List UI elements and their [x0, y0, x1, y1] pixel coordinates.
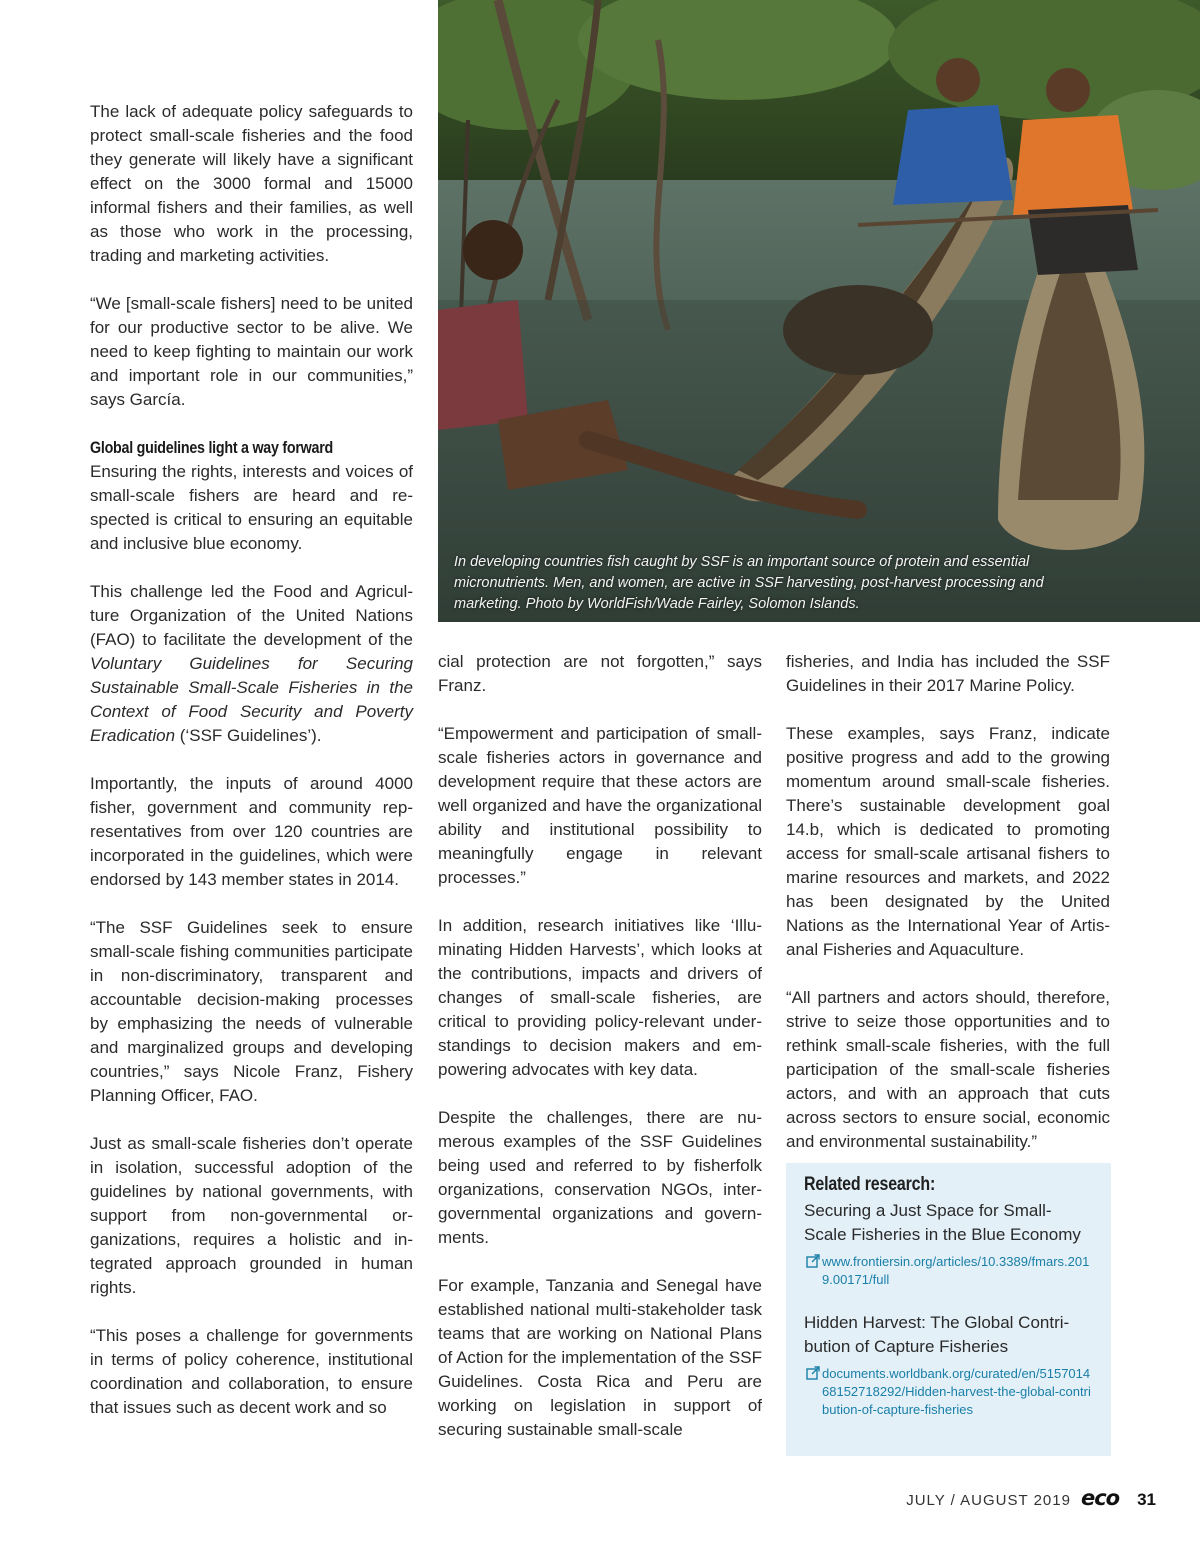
paragraph: For example, Tanzania and Senegal have established national multi-stakeholder task teams that are working on National Plans of Action for the implementation of the SSF Guidelines. Costa Rica and Peru are working on legislation in support of securing sustainable small-scale	[438, 1276, 762, 1439]
paragraph: These examples, says Franz, indicate positive progress and add to the growing momentum around small-scale fisheries. There’s sustainable development goal 14.b, which is dedicated to promoting access for small-scale artisanal fishers to marine resources and markets, and 2022 has been designated by the United Nations as the International Year of Artisanal Fisheries and Aquaculture.	[786, 724, 1110, 959]
paragraph: cial protection are not forgotten,” says Franz.	[438, 652, 762, 695]
related-research-link[interactable]	[804, 1253, 1093, 1289]
paragraph: Just as small-scale fisheries don’t operate in isolation, successful adoption of the guidelines by national governments, with support from non-governmental organizations, requires a holistic and integrated approach grounded in human rights.	[90, 1134, 413, 1297]
related-research-box	[786, 1163, 1111, 1456]
related-research-heading: Related research:	[804, 1174, 936, 1195]
paragraph: Ensuring the rights, interests and voices of small-scale fishers are heard and respected is critical to ensuring an equitable and inclusive blue economy.	[90, 462, 413, 553]
paragraph: Despite the challenges, there are numerous examples of the SSF Guidelines being used and referred to by fisherfolk organizations, conservation NGOs, intergovernmental organizations and governments.	[438, 1108, 762, 1247]
related-research-title: Hidden Harvest: The Global Contribution of Capture Fisheries	[804, 1313, 1070, 1356]
related-research-title: Securing a Just Space for Small-Scale Fisheries in the Blue Economy	[804, 1201, 1081, 1244]
external-link-icon	[804, 1254, 822, 1268]
paragraph: “Empowerment and participation of small-scale fisheries actors in governance and development require that these actors are well organized and have the organizational ability and institutional possibility to meaningfully engage in relevant processes.”	[438, 724, 762, 887]
paragraph: “The SSF Guidelines seek to ensure small-scale fishing communities participate in non-discriminatory, transparent and accountable decision-making processes by emphasizing the needs of vulnerable and marginalized groups and developing countries,” says Nicole Franz, Fishery Planning Officer, FAO.	[90, 918, 413, 1105]
magazine-logo: eco	[1080, 1486, 1120, 1510]
photo-illustration	[438, 0, 1200, 622]
paragraph: “This poses a challenge for governments in terms of policy coherence, institutional coordination and collaboration, to ensure that issues such as decent work and so	[90, 1326, 413, 1417]
paragraph: The lack of adequate policy safeguards to protect small-scale fisheries and the food they generate will likely have a significant effect on the 3000 formal and 15000 informal fishers and their families, as well as those who work in the processing, trading and marketing activities.	[90, 102, 413, 265]
external-link-icon	[804, 1366, 822, 1380]
paragraph: “All partners and actors should, therefore, strive to seize those opportunities and to rethink small-scale fisheries, with the full participation of the small-scale fisheries actors, and with an approach that cuts across sectors to ensure social, economic and environmental sustainability.”	[786, 988, 1110, 1151]
paragraph	[90, 580, 413, 748]
text-span: This challenge led the Food and Agriculture Organization of the United Nations (FAO) to facilitate the development of the	[90, 582, 413, 649]
paragraph: fisheries, and India has included the SSF Guidelines in their 2017 Marine Policy.	[786, 652, 1110, 695]
paragraph: “We [small-scale fishers] need to be united for our productive sector to be alive. We need to keep fighting to maintain our work and important role in our communities,” says García.	[90, 294, 413, 409]
related-research-url[interactable]: www.frontiersin.org/articles/10.3389/fmars.2019.00171/full	[822, 1254, 1090, 1287]
article-photo	[438, 0, 1200, 622]
page-number: 31	[1137, 1490, 1156, 1509]
section-subheading: Global guidelines light a way forward	[90, 438, 333, 457]
paragraph: In addition, research initiatives like ‘Illuminating Hidden Harvests’, which looks at the contributions, impacts and drivers of changes of small-scale fisheries, are critical to providing policy-relevant understandings to decision makers and empowering advocates with key data.	[438, 916, 762, 1079]
photo-caption: In developing countries fish caught by SSF is an important source of protein and essential micronutrients. Men, and women, are active in SSF harvesting, post-harvest processing and marketing. Photo by WorldFish/Wade Fairley, Solomon Islands.	[454, 554, 1044, 612]
issue-date: JULY / AUGUST 2019	[906, 1492, 1071, 1509]
guidelines-title: Voluntary Guidelines for Securing Sustainable Small-Scale Fisheries in the Context of Food Security and Poverty Eradication	[90, 654, 413, 745]
page-footer	[906, 1486, 1156, 1512]
text-span: (‘SSF Guidelines’).	[175, 726, 322, 745]
article-column-middle	[438, 650, 762, 1442]
related-research-link[interactable]	[804, 1365, 1093, 1419]
paragraph: Importantly, the inputs of around 4000 fisher, government and community representatives from over 120 countries are incorporated in the guidelines, which were endorsed by 143 member states in 2014.	[90, 774, 413, 889]
article-column-left	[90, 100, 413, 1420]
article-column-right	[786, 650, 1110, 1154]
related-research-url[interactable]: documents.worldbank.org/curated/en/515701468152718292/Hidden-harvest-the-global-contribution-of-capture-fisheries	[822, 1366, 1091, 1417]
